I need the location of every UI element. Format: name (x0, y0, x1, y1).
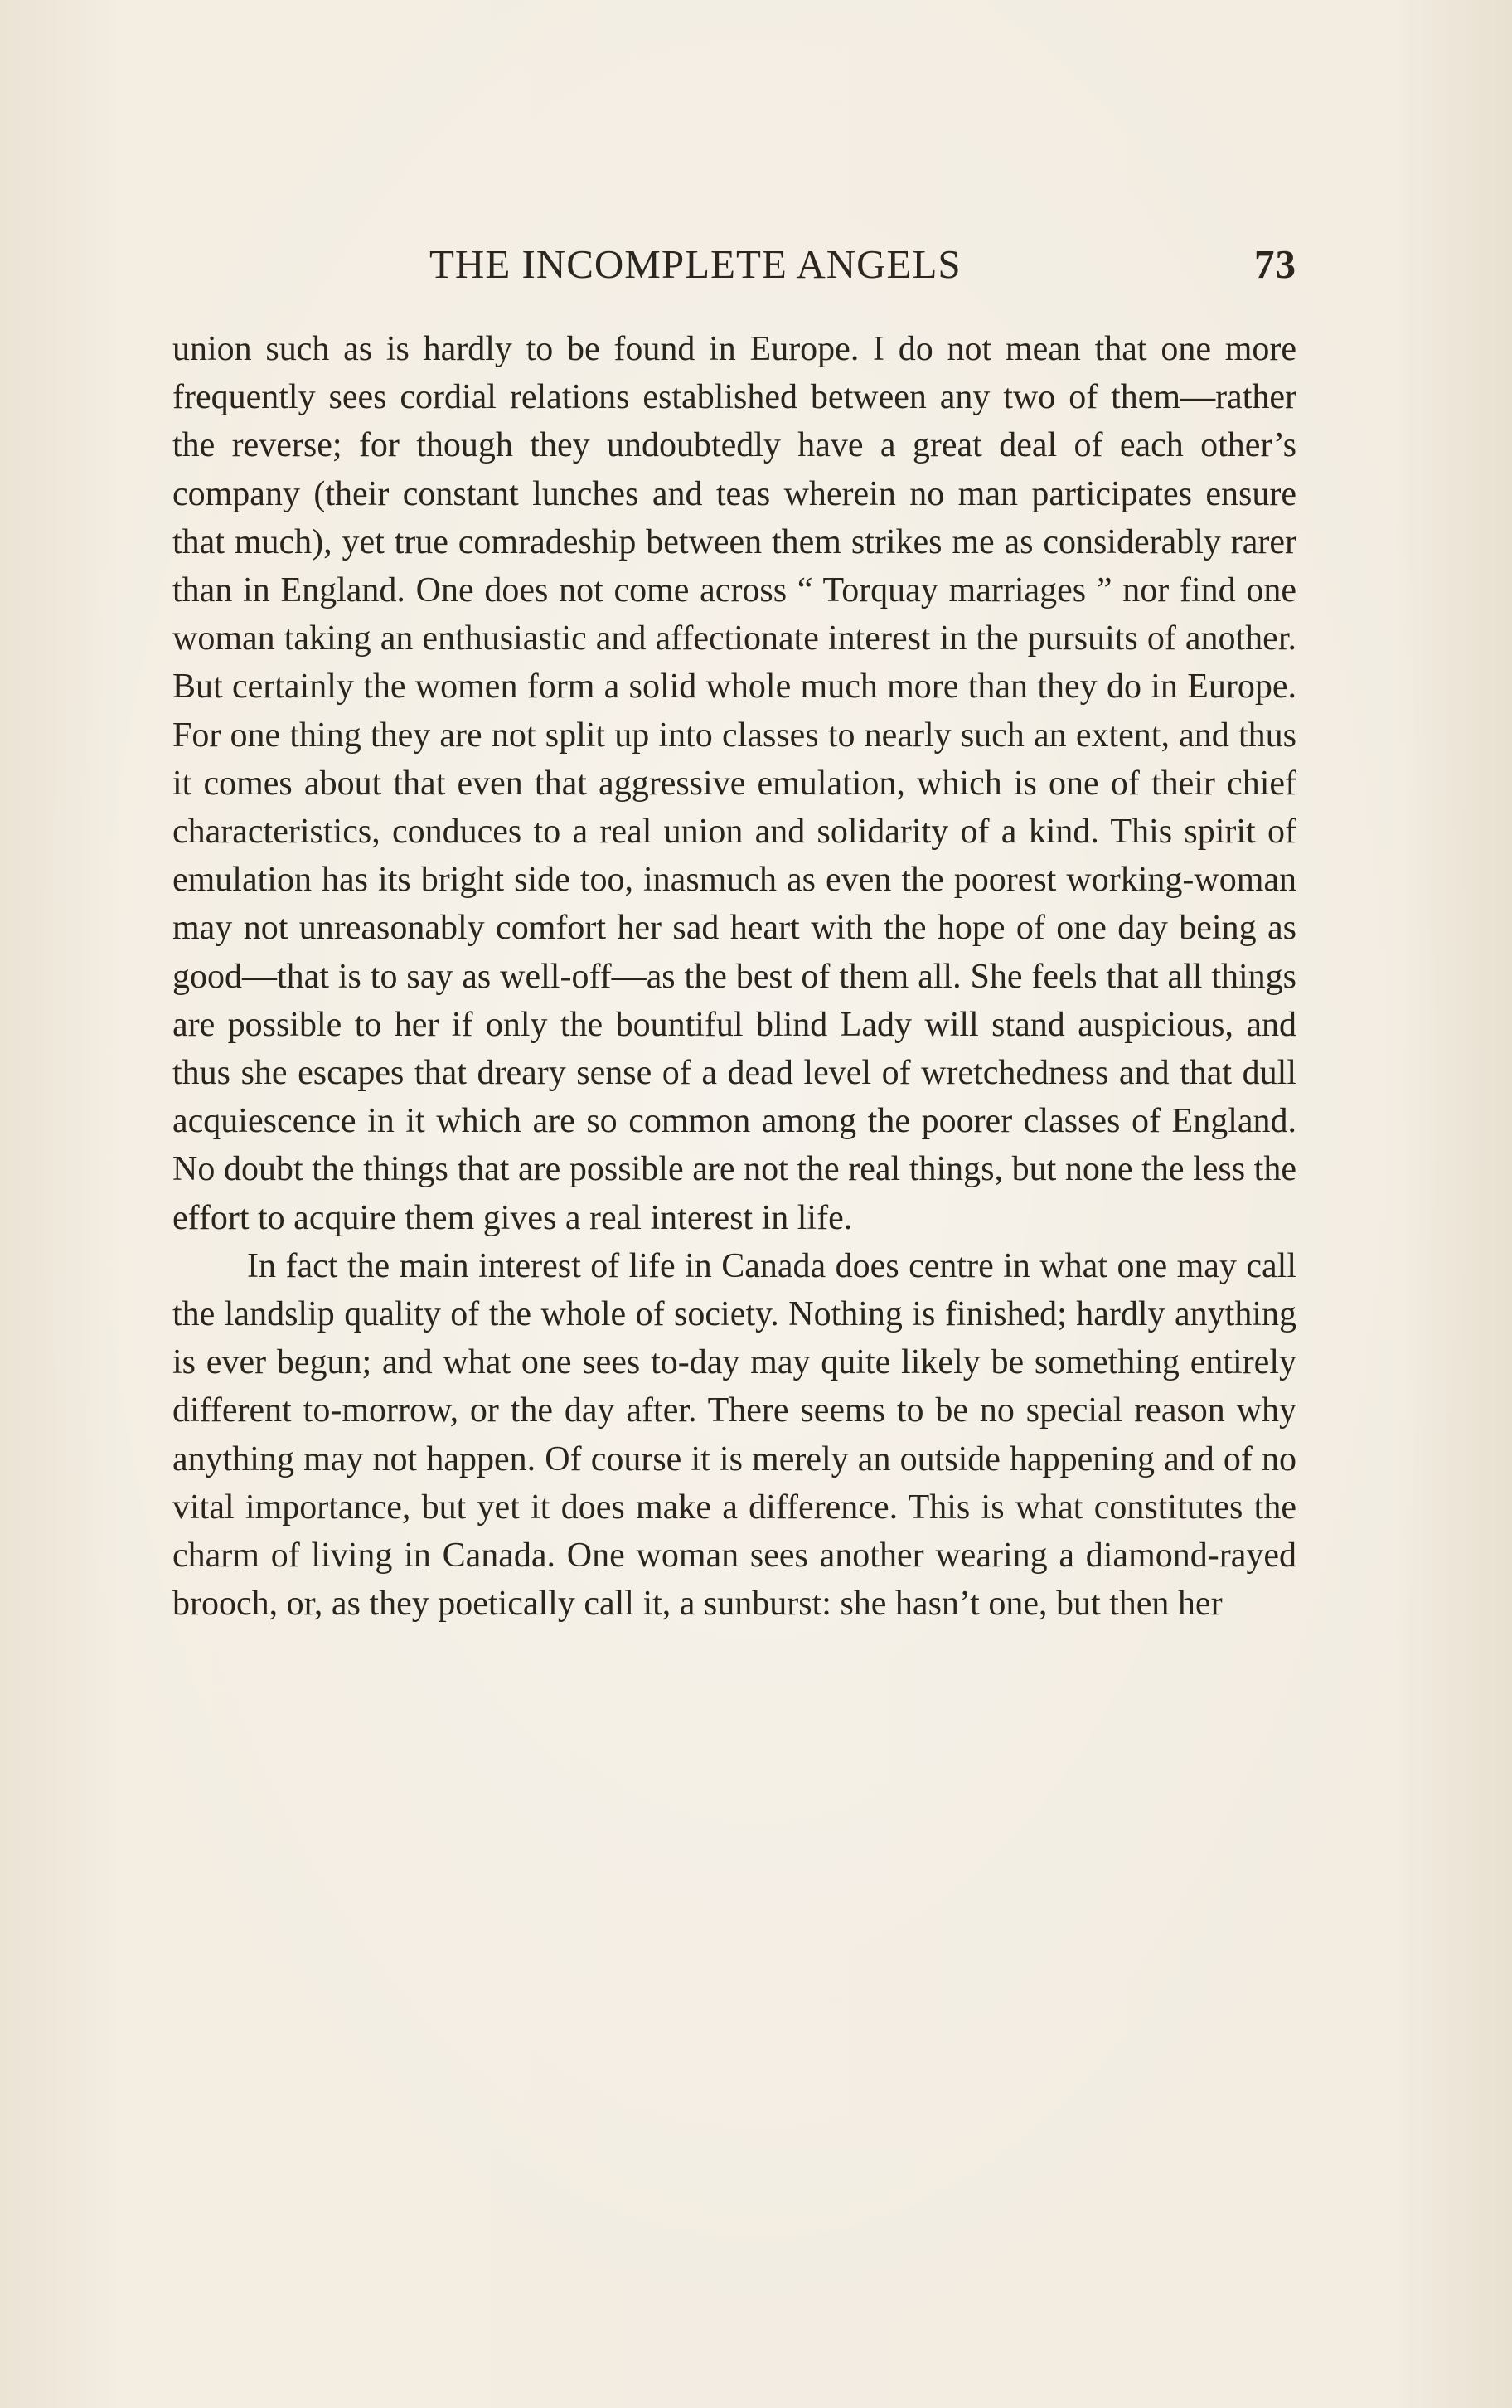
body-text (172, 325, 1296, 1628)
paragraph-2: In fact the main interest of life in Canada does centre in what one may call the landslip quality of the whole of society. Nothing is finished; hardly anything is ever begun; and what one sees to-day may quite likely be something entirely different to-morrow, or the day after. There seems to be no special reason why anything may not happen. Of course it is merely an outside happening and of no vital importance, but yet it does make a difference. This is what constitutes the charm of living in Canada. One woman sees another wearing a diamond-rayed brooch, or, as they poetically call it, a sunburst: she hasn’t one, but then her (172, 1246, 1296, 1624)
page-number: 73 (1254, 241, 1296, 287)
paragraph-1: union such as is hardly to be found in Europe. I do not mean that one more frequently sees cordial relations established between any two of them—rather the reverse; for though they undoubtedly have a great deal of each other’s company (their constant lunches and teas wherein no man participates ensure that much), yet true comradeship between them strikes me as considerably rarer than in England. One does not come across “ Torquay marriages ” nor find one woman taking an enthusiastic and affectionate interest in the pursuits of another. But certainly the women form a solid whole much more than they do in Europe. For one thing they are not split up into classes to nearly such an extent, and thus it comes about that even that aggressive emulation, which is one of their chief characteristics, conduces to a real union and solidarity of a kind. This spirit of emulation has its bright side too, inasmuch as even the poorest working-woman may not unreasonably comfort her sad heart with the hope of one day being as good—that is to say as well-off—as the best of them all. She feels that all things are possible to her if only the bountiful blind Lady will stand auspicious, and thus she escapes that dreary sense of a dead level of wretchedness and that dull acquiescence in it which are so common among the poorer classes of England. No doubt the things that are possible are not the real things, but none the less the effort to acquire them gives a real interest in life. (172, 330, 1296, 1237)
running-title: THE INCOMPLETE ANGELS (429, 241, 962, 287)
running-head (172, 240, 1296, 299)
